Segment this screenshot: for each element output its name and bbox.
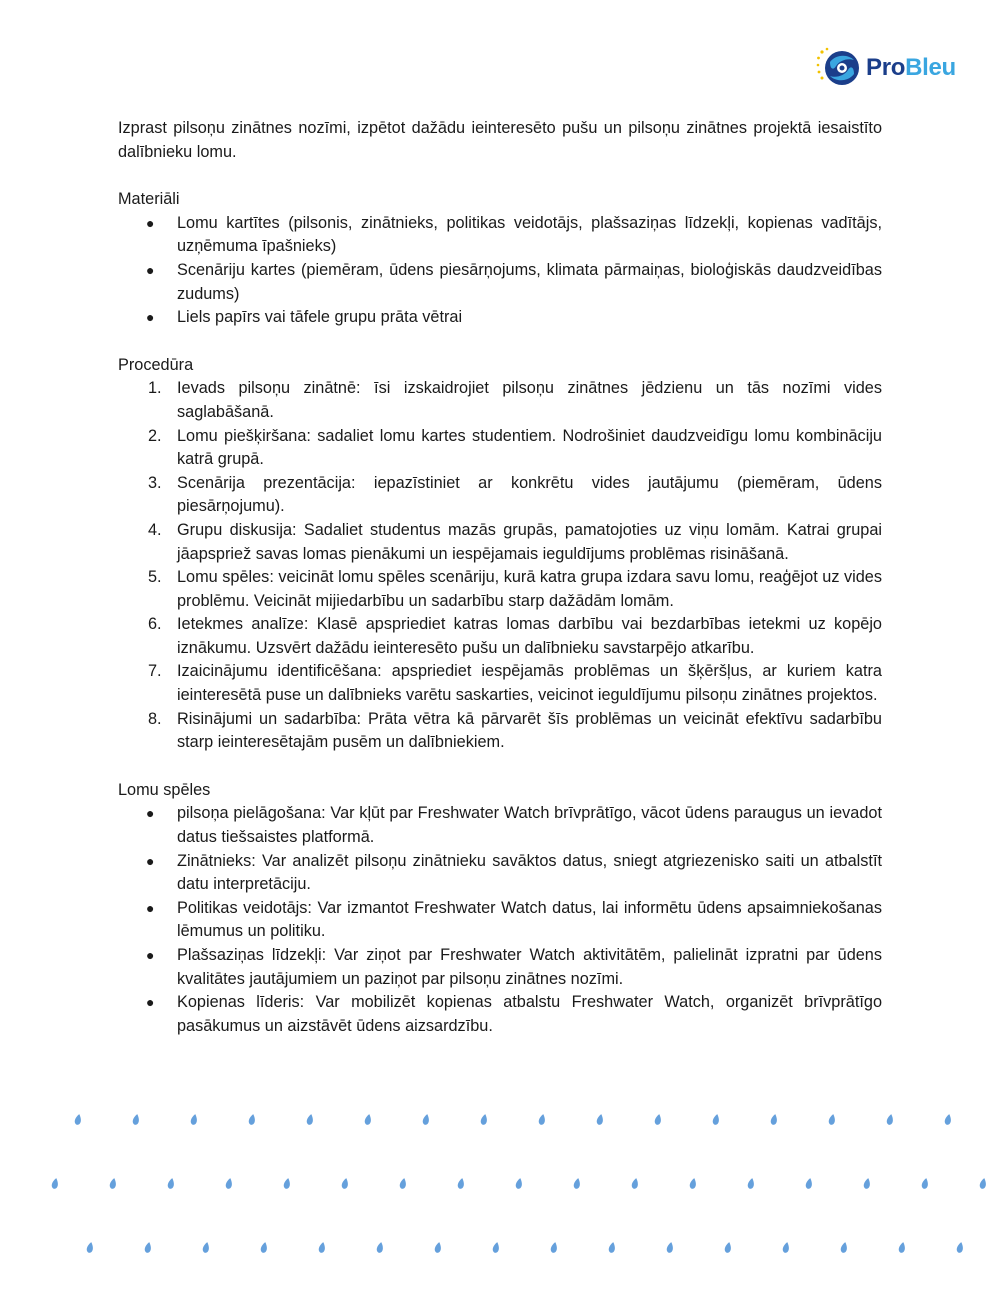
- water-drop-icon: [51, 1178, 59, 1190]
- water-drop-icon: [979, 1178, 987, 1190]
- list-item-text: Risinājumi un sadarbība: Prāta vētra kā pārvarēt šīs problēmas un veicināt efektīvu sadarbību starp ieinteresētajām pusēm un dalībniekiem.: [177, 709, 882, 752]
- list-item-text: pilsoņa pielāgošana: Var kļūt par Freshwater Watch brīvprātīgo, vācot ūdens paraugus un ievadot datus tiešsaistes platformā.: [177, 804, 882, 847]
- water-drop-icon: [608, 1242, 616, 1254]
- water-drop-icon: [666, 1242, 674, 1254]
- water-drop-icon: [689, 1178, 697, 1190]
- list-item: [118, 944, 882, 991]
- water-drop-icon: [921, 1178, 929, 1190]
- water-drop-icon: [86, 1242, 94, 1254]
- water-drop-icon: [782, 1242, 790, 1254]
- list-number: 7.: [148, 662, 162, 681]
- water-drop-icon: [944, 1114, 952, 1126]
- bullet-icon: ●: [146, 994, 155, 1011]
- water-drop-icon: [457, 1178, 465, 1190]
- water-drop-icon: [712, 1114, 720, 1126]
- water-drop-icon: [434, 1242, 442, 1254]
- water-drop-icon: [318, 1242, 326, 1254]
- list-number: 5.: [148, 568, 162, 587]
- list-item: [118, 472, 882, 519]
- bullet-icon: ●: [146, 852, 155, 869]
- list-item: [118, 519, 882, 566]
- water-drop-icon: [770, 1114, 778, 1126]
- water-drop-icon: [492, 1242, 500, 1254]
- water-drop-icon: [248, 1114, 256, 1126]
- list-item-text: Ievads pilsoņu zinātnē: īsi izskaidrojiet pilsoņu zinātnes jēdzienu un tās nozīmi vides saglabāšanā.: [177, 379, 882, 421]
- water-drop-icon: [306, 1114, 314, 1126]
- water-drop-icon: [747, 1178, 755, 1190]
- roles-list: [118, 802, 882, 1038]
- water-drop-icon: [886, 1114, 894, 1126]
- water-drop-icon: [225, 1178, 233, 1190]
- water-drop-icon: [144, 1242, 152, 1254]
- list-item: [118, 991, 882, 1038]
- list-item: [118, 212, 882, 259]
- list-item-text: Lomu kartītes (pilsonis, zinātnieks, politikas veidotājs, plašsaziņas līdzekļi, kopienas vadītājs, uzņēmuma īpašnieks): [177, 213, 882, 256]
- list-item-text: Lomu piešķiršana: sadaliet lomu kartes studentiem. Nodrošiniet daudzveidīgu lomu kombināciju katrā grupā.: [177, 426, 882, 469]
- list-item: [118, 850, 882, 897]
- probleu-logo: [816, 46, 966, 90]
- water-drop-icon: [132, 1114, 140, 1126]
- water-drop-icon: [74, 1114, 82, 1126]
- water-drop-icon: [863, 1178, 871, 1190]
- list-number: 4.: [148, 520, 162, 539]
- water-drop-icon: [828, 1114, 836, 1126]
- list-item-text: Scenārija prezentācija: iepazīstiniet ar konkrētu vides jautājumu (piemēram, ūdens piesārņojumu).: [177, 473, 882, 516]
- water-drop-icon: [480, 1114, 488, 1126]
- water-drop-icon: [515, 1178, 523, 1190]
- water-drop-icon: [596, 1114, 604, 1126]
- list-number: 1.: [148, 379, 162, 398]
- bullet-icon: ●: [146, 261, 155, 278]
- list-item: [118, 708, 882, 755]
- water-drop-icon: [956, 1242, 964, 1254]
- list-item: [118, 377, 882, 424]
- water-drop-icon: [550, 1242, 558, 1254]
- water-drop-icon: [399, 1178, 407, 1190]
- list-item: [118, 897, 882, 944]
- list-number: 6.: [148, 615, 162, 634]
- materials-heading: Materiāli: [118, 190, 180, 209]
- document-body: [118, 117, 882, 1038]
- drop-pattern: [0, 1100, 1000, 1280]
- water-drop-icon: [631, 1178, 639, 1190]
- water-drop-icon: [724, 1242, 732, 1254]
- procedure-heading: Procedūra: [118, 355, 194, 374]
- water-drop-icon: [422, 1114, 430, 1126]
- list-item-text: Scenāriju kartes (piemēram, ūdens piesārņojums, klimata pārmaiņas, bioloģiskās daudzveidības zudums): [177, 260, 882, 303]
- probleu-globe-icon: [816, 46, 862, 90]
- bullet-icon: ●: [146, 309, 155, 326]
- water-drop-icon: [376, 1242, 384, 1254]
- water-drop-icon: [898, 1242, 906, 1254]
- list-number: 3.: [148, 473, 162, 492]
- water-drop-icon: [805, 1178, 813, 1190]
- list-item-text: Grupu diskusija: Sadaliet studentus mazās grupās, pamatojoties uz viņu lomām. Katrai grupai jāapspriež savas lomas pienākumi un iespējamais ieguldījums problēmas risināšanā.: [177, 520, 882, 563]
- list-item: [118, 802, 882, 849]
- list-number: 2.: [148, 426, 162, 445]
- water-drop-icon: [654, 1114, 662, 1126]
- water-drop-icon: [167, 1178, 175, 1190]
- list-item-text: Lomu spēles: veicināt lomu spēles scenāriju, kurā katra grupa izdara savu lomu, reaģējot uz vides problēmu. Veicināt mijiedarbību un sadarbību starp dažādām lomām.: [177, 568, 882, 610]
- list-item: [118, 259, 882, 306]
- water-drop-icon: [341, 1178, 349, 1190]
- materials-list: [118, 212, 882, 330]
- list-item-text: Kopienas līderis: Var mobilizēt kopienas atbalstu Freshwater Watch, organizēt brīvprātīgo pasākumus un aizstāvēt ūdens aizsardzību.: [177, 993, 882, 1035]
- water-drop-icon: [283, 1178, 291, 1190]
- logo-text-pro: Pro: [866, 54, 906, 81]
- list-item: [118, 306, 882, 330]
- water-drop-icon: [573, 1178, 581, 1190]
- water-drop-icon: [364, 1114, 372, 1126]
- list-item: [118, 566, 882, 613]
- water-drop-icon: [538, 1114, 546, 1126]
- logo-text-bleu: Bleu: [905, 54, 956, 81]
- bullet-icon: ●: [146, 805, 155, 822]
- water-drops-decoration: [0, 1100, 1000, 1280]
- procedure-list: [118, 377, 882, 755]
- list-item: [118, 613, 882, 660]
- list-item-text: Politikas veidotājs: Var izmantot Freshwater Watch datus, lai informētu ūdens apsaimniekošanas lēmumus un politiku.: [177, 898, 882, 941]
- probleu-logo-text: [866, 54, 956, 82]
- list-item: [118, 425, 882, 472]
- water-drop-icon: [840, 1242, 848, 1254]
- water-drop-icon: [202, 1242, 210, 1254]
- water-drop-icon: [260, 1242, 268, 1254]
- water-drop-icon: [109, 1178, 117, 1190]
- list-item: [118, 660, 882, 707]
- bullet-icon: ●: [146, 214, 155, 231]
- list-number: 8.: [148, 709, 162, 728]
- bullet-icon: ●: [146, 899, 155, 916]
- list-item-text: Plašsaziņas līdzekļi: Var ziņot par Freshwater Watch aktivitātēm, palielināt izpratni par ūdens kvalitātes jautājumiem un paziņot par pilsoņu zinātnes nozīmi.: [177, 946, 882, 988]
- list-item-text: Liels papīrs vai tāfele grupu prāta vētrai: [177, 308, 463, 327]
- list-item-text: Ietekmes analīze: Klasē apspriediet katras lomas darbību vai bezdarbības ietekmi uz kopējo iznākumu. Uzsvērt dažādu ieinteresēto pušu un dalībnieku savstarpējo atkarību.: [177, 615, 882, 657]
- intro-paragraph: Izprast pilsoņu zinātnes nozīmi, izpētot dažādu ieinteresēto pušu un pilsoņu zinātnes projektā iesaistīto dalībnieku lomu.: [118, 119, 882, 161]
- bullet-icon: ●: [146, 947, 155, 963]
- water-drop-icon: [190, 1114, 198, 1126]
- list-item-text: Izaicinājumu identificēšana: apspriediet iespējamās problēmas un šķēršļus, ar kuriem katra ieinteresētā puse un dalībnieks varētu saskarties, veicinot ieguldījumu pilsoņu zinātnes projektos.: [177, 662, 882, 705]
- list-item-text: Zinātnieks: Var analizēt pilsoņu zinātnieku savāktos datus, sniegt atgriezenisko saiti un atbalstīt datu interpretāciju.: [177, 851, 882, 894]
- roles-heading: Lomu spēles: [118, 780, 211, 799]
